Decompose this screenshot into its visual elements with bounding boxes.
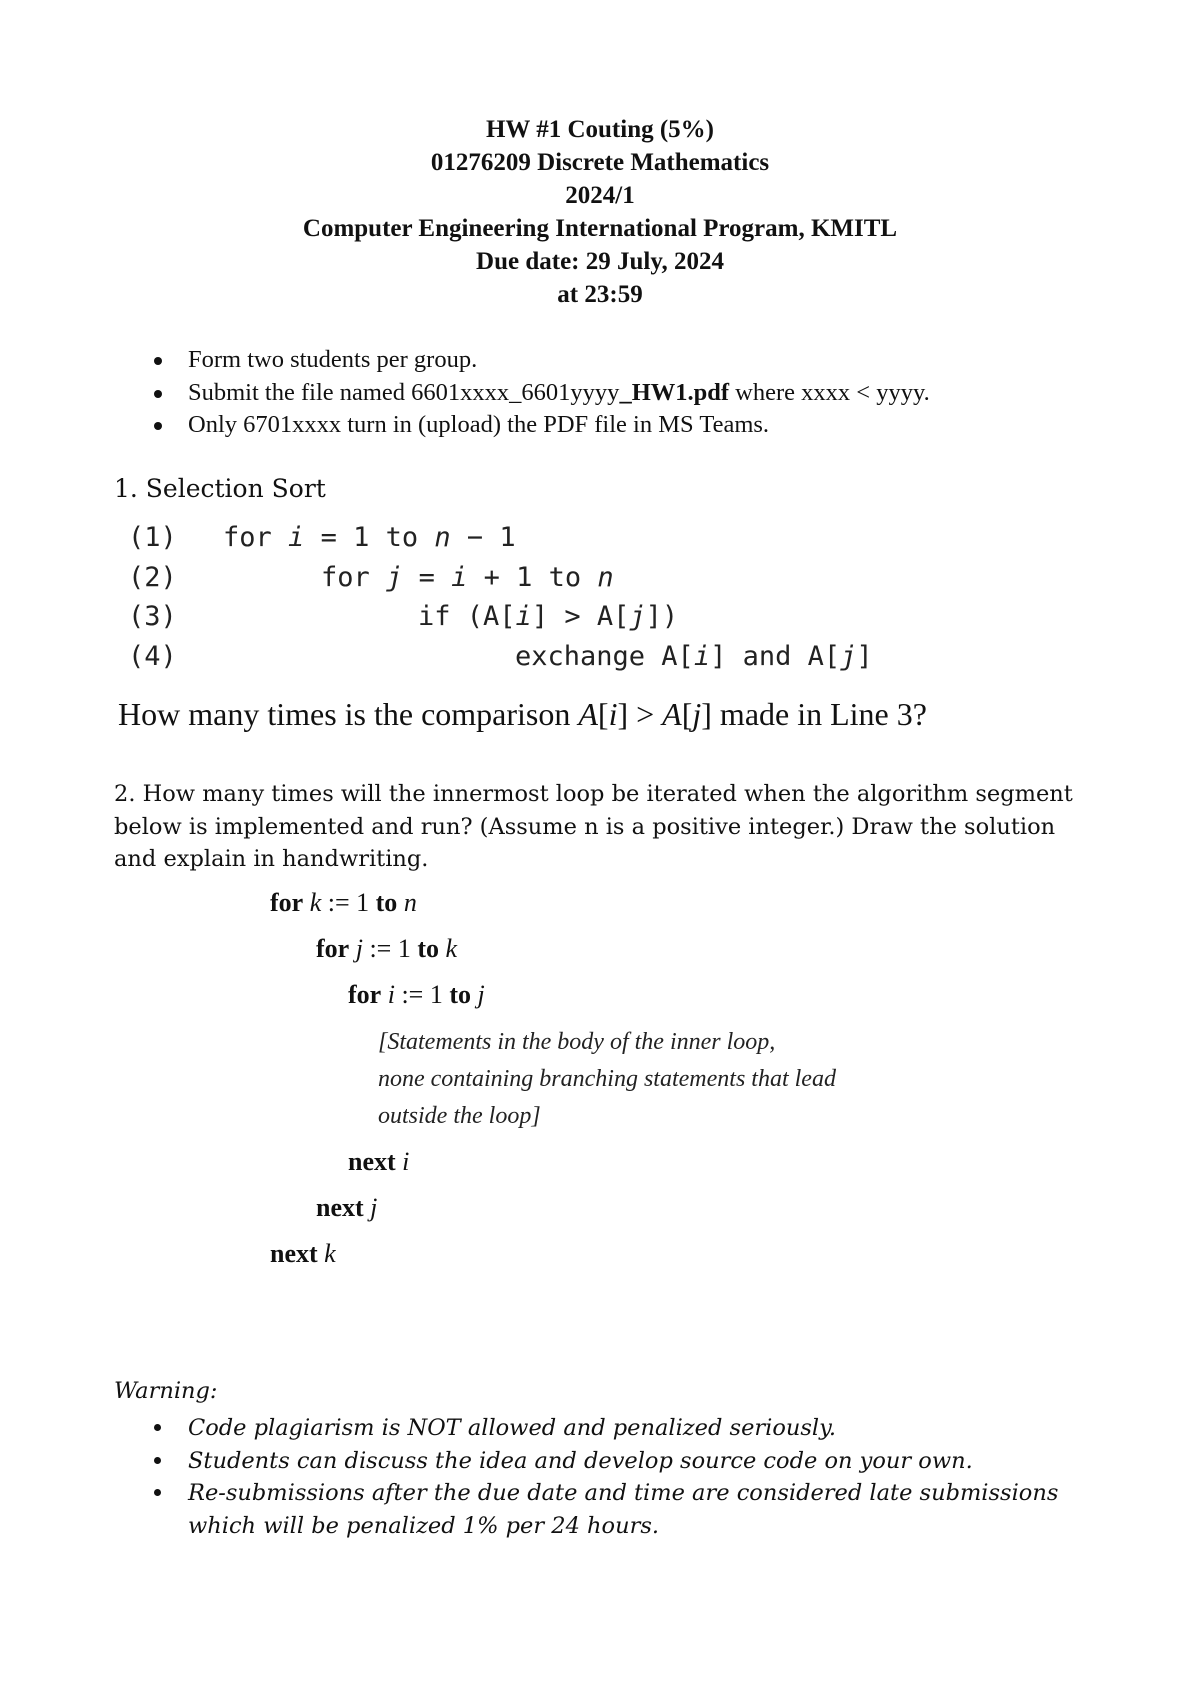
instruction-item: Form two students per group. [148,344,930,377]
algo-line: next i [348,1147,410,1176]
algo-comment: outside the loop] [378,1103,541,1129]
code-line: if (A[i] > A[j]) [418,601,679,632]
homework-title: HW #1 Couting (5%) [485,116,715,143]
warning-item: Re-submissions after the due date and time are considered late submissions which will be penalized 1% per 24 hours. [148,1477,1058,1542]
instruction-item: Submit the file named 6601xxxx_6601yyyy_HW1.pdf where xxxx < yyyy. [148,377,930,410]
code-line: for j = i + 1 to n [321,561,614,593]
due-date: Due date: 29 July, 2024 [476,248,724,275]
warning-item: Students can discuss the idea and develop source code on your own. [148,1445,1058,1478]
question-1-prompt: How many times is the comparison A[i] > A[j] made in Line 3? [118,696,927,732]
code-line: for i = 1 to n − 1 [223,522,516,553]
code-line-number: (4) [128,640,177,672]
document-header [0,113,1200,311]
bullet-icon [154,357,162,365]
code-line: exchange A[i] and A[j] [515,640,873,672]
bullet-icon [154,390,162,398]
algo-comment: [Statements in the body of the inner loop, [378,1029,776,1055]
algo-line: next j [316,1193,378,1222]
instruction-item: Only 6701xxxx turn in (upload) the PDF file in MS Teams. [148,409,930,442]
algo-line: for k := 1 to n [270,888,417,917]
warning-title: Warning: [114,1378,218,1404]
algo-line: for j := 1 to k [316,934,458,963]
due-time: at 23:59 [557,281,643,308]
code-line-number: (1) [128,522,177,553]
instructions-list [148,344,930,442]
course-name: 01276209 Discrete Mathematics [430,149,770,176]
question-1-title: 1. Selection Sort [114,474,326,503]
bullet-icon [154,422,162,430]
warning-item: Code plagiarism is NOT allowed and penalized seriously. [148,1412,1058,1445]
algo-comment: none containing branching statements that lead [378,1066,836,1092]
bullet-icon [154,1424,161,1431]
term: 2024/1 [565,182,635,209]
algo-line: for i := 1 to j [348,980,485,1009]
code-line-number: (2) [128,561,177,593]
algo-line: next k [270,1239,336,1268]
bullet-icon [154,1489,161,1496]
question-2-text: 2. How many times will the innermost loop be iterated when the algorithm segment below is implemented and run? (Assume n is a positive integer.) Draw the solution and explain in handwriting. [114,781,1073,872]
bullet-icon [154,1457,161,1464]
program-name: Computer Engineering International Program, KMITL [302,215,898,242]
code-line-number: (3) [128,601,177,632]
warning-list [148,1412,1058,1542]
